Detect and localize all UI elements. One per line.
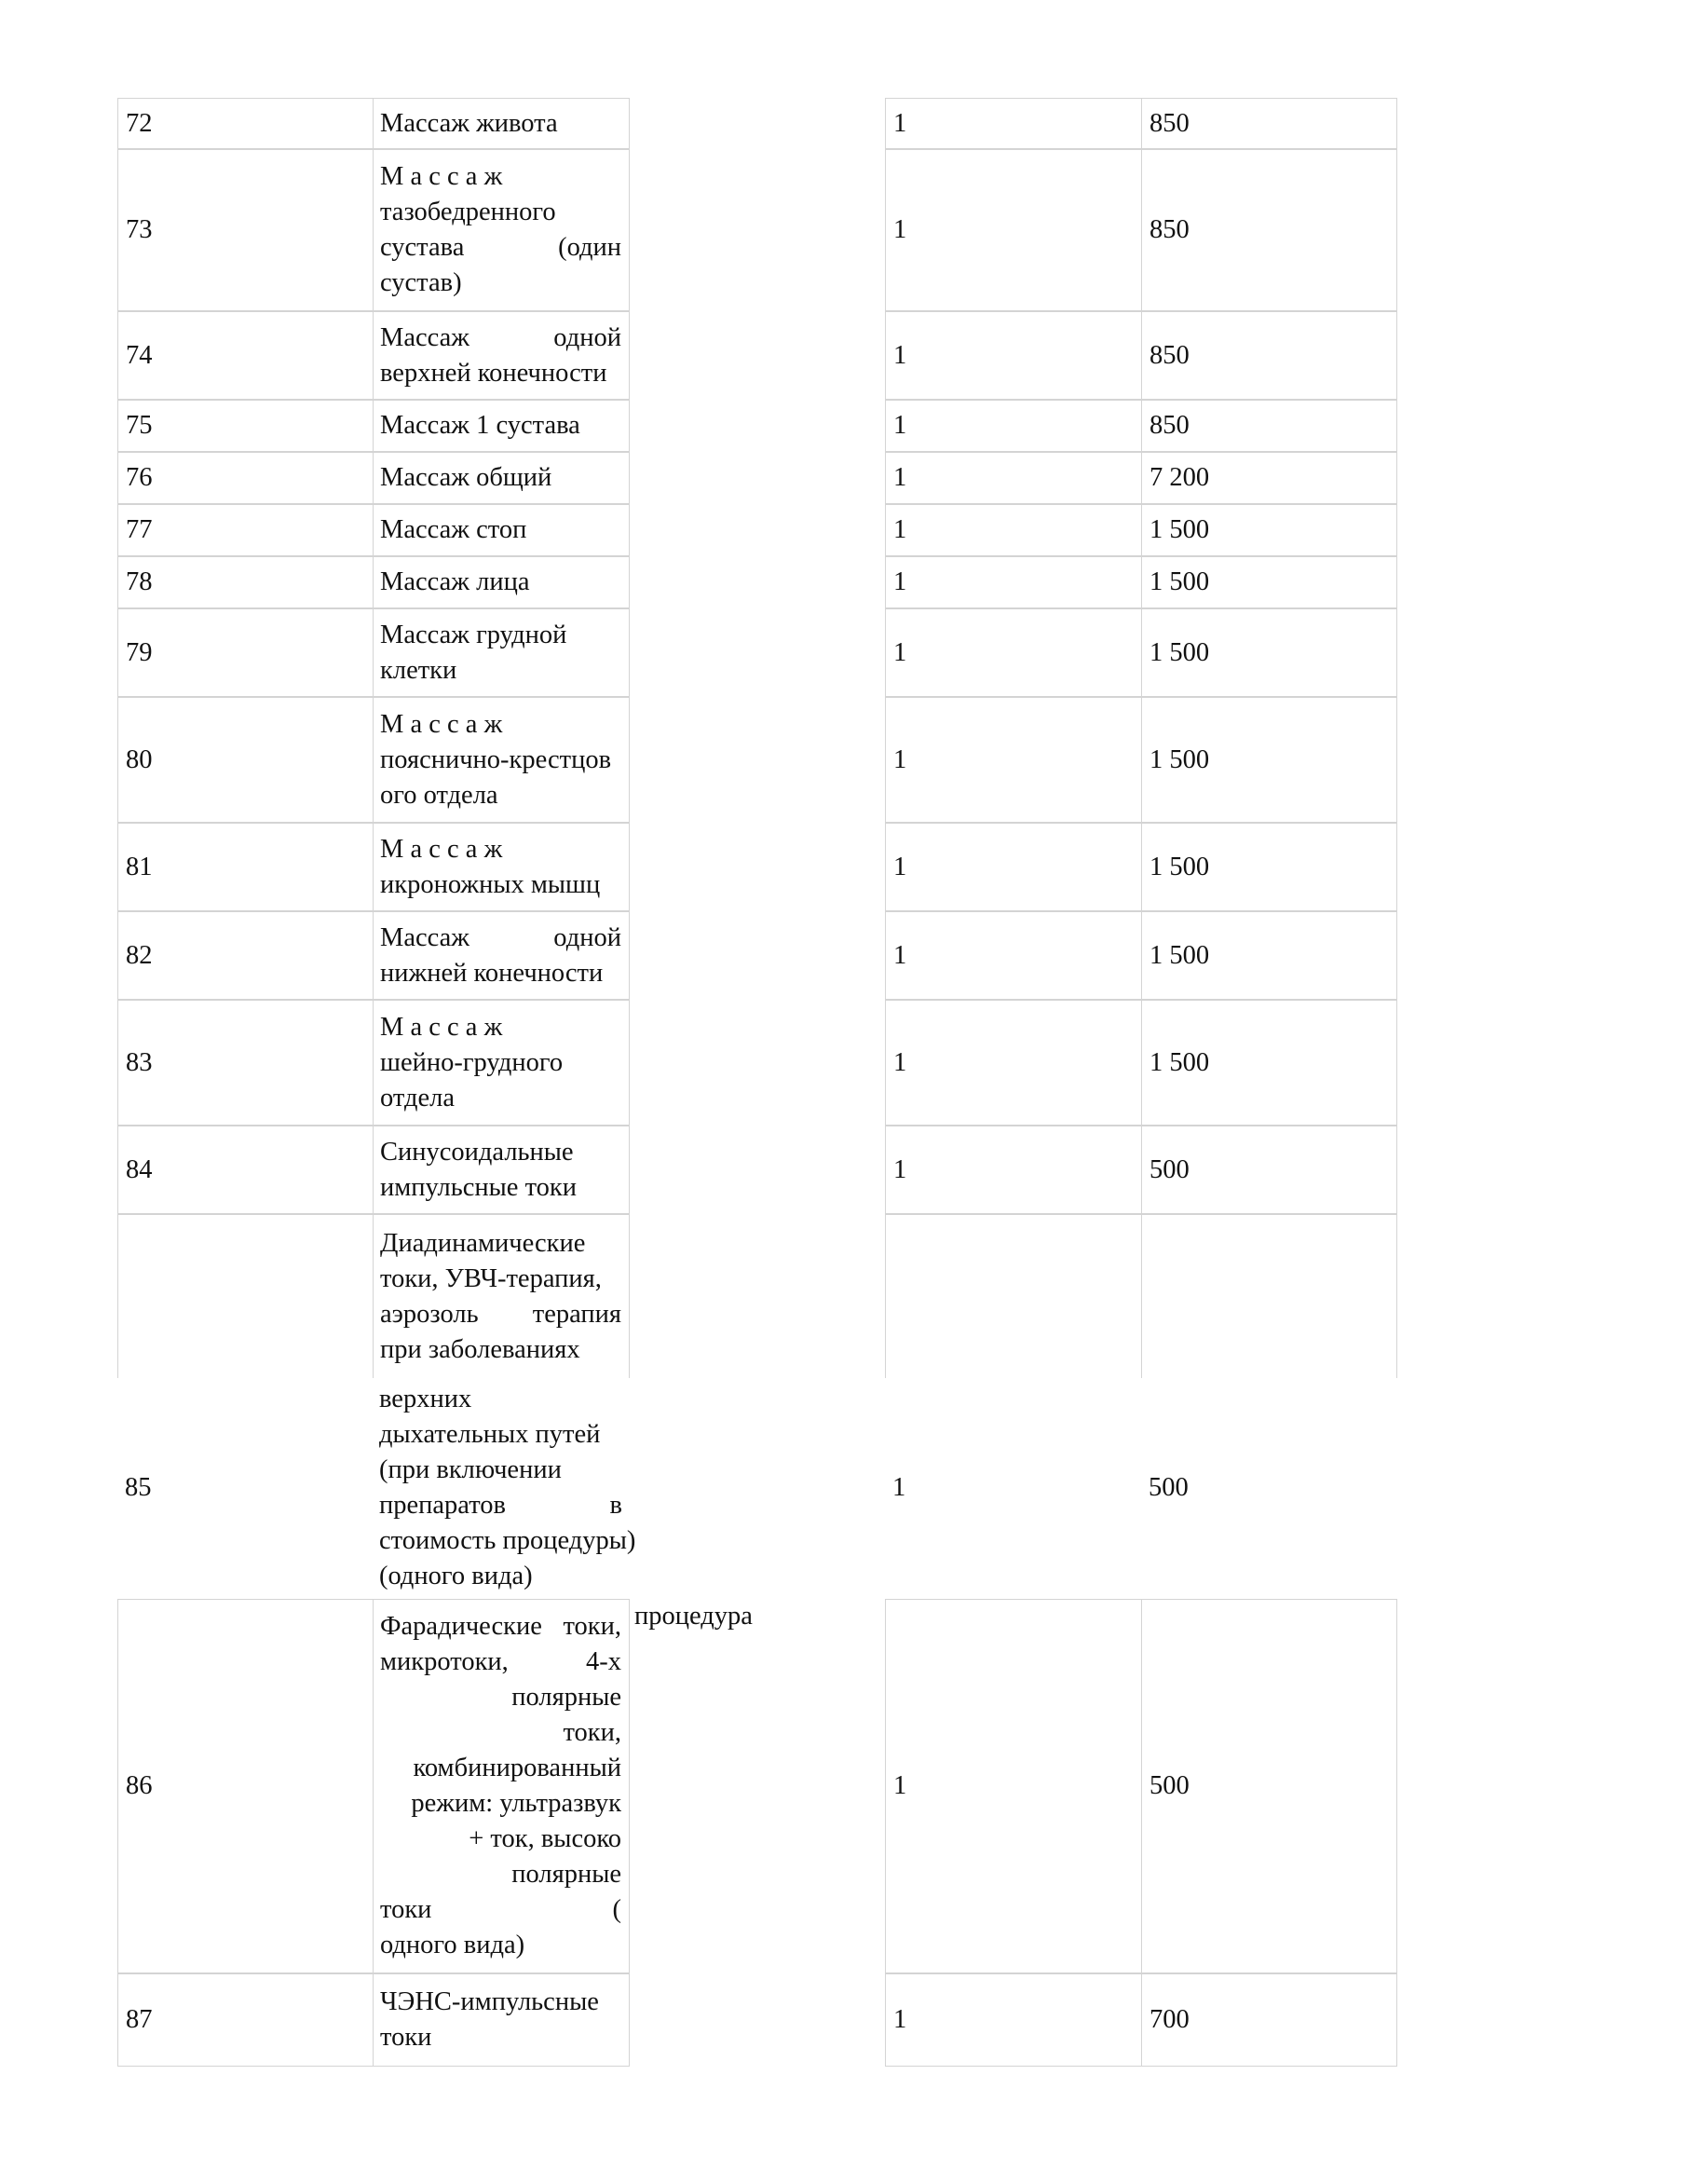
service-name-line: М а с с а ж xyxy=(380,834,503,864)
service-name-line: одного вида) xyxy=(380,1931,525,1959)
table-row xyxy=(117,608,1397,697)
price-value: 7 200 xyxy=(1150,463,1210,492)
service-name-cell xyxy=(373,1378,636,1598)
service-name-line: стоимость процедуры) xyxy=(379,1526,636,1555)
price-value: 1 500 xyxy=(1150,744,1210,774)
service-name-line: дыхательных путей xyxy=(379,1420,601,1449)
table-row xyxy=(117,1973,1397,2067)
price-value: 1 500 xyxy=(1150,515,1210,544)
quantity-value: 1 xyxy=(893,1771,907,1800)
service-name-cell xyxy=(373,98,630,149)
quantity-cell xyxy=(885,911,1142,1000)
service-name-cell xyxy=(373,1214,630,1378)
quantity-cell xyxy=(885,1378,1142,1598)
price-value: 1 500 xyxy=(1150,852,1210,881)
row-number-cell xyxy=(117,1599,374,1973)
service-name-cell xyxy=(373,1973,630,2067)
service-name-line: ого отдела xyxy=(380,780,498,810)
row-number: 72 xyxy=(126,108,153,138)
quantity-value: 1 xyxy=(893,852,907,881)
quantity-cell xyxy=(885,504,1142,556)
price-cell xyxy=(1141,504,1397,556)
service-name-line: Массаж общий xyxy=(380,463,552,492)
service-name-line: М а с с а ж xyxy=(380,709,503,739)
service-name-line: комбинированный xyxy=(413,1754,621,1782)
service-name-cell xyxy=(373,311,630,400)
service-name-line: при заболеваниях xyxy=(380,1334,580,1364)
table-row xyxy=(117,149,1397,311)
quantity-value: 1 xyxy=(893,567,907,596)
quantity-cell xyxy=(885,452,1142,504)
row-number-cell xyxy=(117,1973,374,2067)
service-name-line: токи, xyxy=(563,1718,621,1747)
table-row xyxy=(117,1126,1397,1214)
service-name-line: Массаж лица xyxy=(380,567,530,596)
service-name-line: токи ( xyxy=(380,1895,621,1924)
service-name-line: клетки xyxy=(380,655,457,685)
service-name-cell xyxy=(373,608,630,697)
quantity-value: 1 xyxy=(893,2005,907,2034)
quantity-value: 1 xyxy=(893,411,907,440)
service-name-cell xyxy=(373,452,630,504)
price-value: 1 500 xyxy=(1150,1047,1210,1077)
price-cell xyxy=(1141,1378,1397,1598)
service-name-line: препаратов в xyxy=(379,1491,622,1520)
row-number-cell xyxy=(117,911,374,1000)
quantity-cell xyxy=(885,400,1142,452)
service-name-line: Массаж живота xyxy=(380,108,558,138)
quantity-value: 1 xyxy=(893,1154,907,1184)
service-name-cell xyxy=(373,1126,630,1214)
row-number-cell xyxy=(117,1214,374,1378)
quantity-cell xyxy=(885,149,1142,311)
service-name-line: Массаж одной xyxy=(380,922,621,952)
service-name-line: Массаж 1 сустава xyxy=(380,411,580,440)
price-cell xyxy=(1141,1599,1397,1973)
row-number-cell xyxy=(117,452,374,504)
table-row xyxy=(117,911,1397,1000)
row-number: 76 xyxy=(126,463,153,492)
row-number: 82 xyxy=(126,940,153,970)
price-cell xyxy=(1141,608,1397,697)
service-name-line: Массаж грудной xyxy=(380,620,567,649)
service-name-line: икроножных мышц xyxy=(380,869,601,899)
price-value: 850 xyxy=(1150,215,1190,244)
quantity-value: 1 xyxy=(892,1473,906,1502)
service-name-line: полярные xyxy=(511,1683,621,1712)
quantity-value: 1 xyxy=(893,1047,907,1077)
service-name-line: Диадинамические xyxy=(380,1228,586,1258)
unit-label: процедура xyxy=(634,1602,753,1631)
row-number: 87 xyxy=(126,2005,153,2034)
quantity-value: 1 xyxy=(893,215,907,244)
table-row xyxy=(117,400,1397,452)
price-value: 850 xyxy=(1150,108,1190,138)
table-row xyxy=(117,1000,1397,1126)
row-number: 77 xyxy=(126,515,153,544)
price-value: 1 500 xyxy=(1150,567,1210,596)
table-row xyxy=(117,823,1397,911)
quantity-cell xyxy=(885,697,1142,823)
row-number-cell xyxy=(117,1126,374,1214)
price-value: 700 xyxy=(1150,2005,1190,2034)
row-number-cell xyxy=(117,823,374,911)
row-number-cell xyxy=(117,311,374,400)
price-cell xyxy=(1141,311,1397,400)
service-name-line: аэрозоль терапия xyxy=(380,1299,621,1329)
quantity-cell xyxy=(885,311,1142,400)
service-name-line: тазобедренного xyxy=(380,198,556,226)
quantity-value: 1 xyxy=(893,108,907,138)
service-name-cell xyxy=(373,823,630,911)
table-row xyxy=(117,452,1397,504)
service-name-line: импульсные токи xyxy=(380,1172,578,1202)
service-name-line: сустава (один xyxy=(380,233,621,262)
service-name-line: верхней конечности xyxy=(380,358,607,388)
price-cell xyxy=(1141,149,1397,311)
price-value: 850 xyxy=(1150,340,1190,370)
row-number-cell xyxy=(117,556,374,608)
price-value: 500 xyxy=(1149,1473,1189,1502)
service-name-cell xyxy=(373,1000,630,1126)
quantity-cell xyxy=(885,556,1142,608)
service-name-cell xyxy=(373,697,630,823)
row-number-cell xyxy=(117,1378,374,1598)
service-name-line: Массаж одной xyxy=(380,322,621,352)
price-cell xyxy=(1141,911,1397,1000)
row-number-cell xyxy=(117,400,374,452)
service-name-line: полярные xyxy=(511,1860,621,1889)
quantity-cell xyxy=(885,1214,1142,1378)
row-number-cell xyxy=(117,608,374,697)
service-name-line: верхних xyxy=(379,1385,472,1413)
table-row xyxy=(117,1378,1397,1598)
quantity-value: 1 xyxy=(893,637,907,667)
table-row xyxy=(117,697,1397,823)
price-cell xyxy=(1141,1214,1397,1378)
quantity-value: 1 xyxy=(893,463,907,492)
service-name-cell xyxy=(373,1599,630,1973)
row-number-cell xyxy=(117,98,374,149)
quantity-cell xyxy=(885,1599,1142,1973)
service-name-line: шейно-грудного xyxy=(380,1047,564,1077)
row-number: 85 xyxy=(125,1473,152,1502)
quantity-cell xyxy=(885,823,1142,911)
quantity-value: 1 xyxy=(893,340,907,370)
price-cell xyxy=(1141,1000,1397,1126)
table-row xyxy=(117,1214,1397,1378)
service-name-line: (одного вида) xyxy=(379,1562,533,1590)
service-name-line: сустав) xyxy=(380,268,462,297)
quantity-value: 1 xyxy=(893,515,907,544)
service-name-line: ЧЭНС-импульсные xyxy=(380,1987,599,2016)
row-number: 78 xyxy=(126,567,153,596)
quantity-cell xyxy=(885,608,1142,697)
price-value: 1 500 xyxy=(1150,637,1210,667)
row-number-cell xyxy=(117,504,374,556)
row-number: 74 xyxy=(126,340,153,370)
row-number-cell xyxy=(117,697,374,823)
price-cell xyxy=(1141,1973,1397,2067)
row-number: 86 xyxy=(126,1771,153,1800)
table-row xyxy=(117,311,1397,400)
quantity-value: 1 xyxy=(893,940,907,970)
service-name-line: Фарадические токи, xyxy=(380,1612,621,1641)
service-name-line: режим: ультразвук xyxy=(411,1789,621,1818)
row-number-cell xyxy=(117,149,374,311)
table-row xyxy=(117,98,1397,149)
price-value: 1 500 xyxy=(1150,940,1210,970)
quantity-cell xyxy=(885,1973,1142,2067)
price-value: 850 xyxy=(1150,411,1190,440)
service-name-line: токи, УВЧ-терапия, xyxy=(380,1263,602,1293)
price-cell xyxy=(1141,1126,1397,1214)
service-name-line: отдела xyxy=(380,1083,455,1112)
price-cell xyxy=(1141,98,1397,149)
service-name-cell xyxy=(373,504,630,556)
service-name-line: Массаж стоп xyxy=(380,515,527,544)
service-name-line: токи xyxy=(380,2023,432,2052)
service-name-line: пояснично-крестцов xyxy=(380,744,612,774)
service-name-line: М а с с а ж xyxy=(380,1012,503,1042)
row-number-cell xyxy=(117,1000,374,1126)
price-cell xyxy=(1141,400,1397,452)
service-name-cell xyxy=(373,911,630,1000)
table-row xyxy=(117,504,1397,556)
quantity-value: 1 xyxy=(893,744,907,774)
service-name-line: М а с с а ж xyxy=(380,162,503,191)
row-number: 80 xyxy=(126,744,153,774)
quantity-cell xyxy=(885,1000,1142,1126)
service-name-line: Синусоидальные xyxy=(380,1137,574,1167)
service-name-line: + ток, высоко xyxy=(469,1824,621,1853)
service-name-line: нижней конечности xyxy=(380,958,604,988)
table-row xyxy=(117,1599,1397,1973)
service-name-cell xyxy=(373,400,630,452)
price-cell xyxy=(1141,697,1397,823)
service-name-cell xyxy=(373,556,630,608)
price-cell xyxy=(1141,823,1397,911)
quantity-cell xyxy=(885,98,1142,149)
price-value: 500 xyxy=(1150,1154,1190,1184)
row-number: 75 xyxy=(126,411,153,440)
price-cell xyxy=(1141,556,1397,608)
service-name-line: (при включении xyxy=(379,1455,562,1484)
table-row xyxy=(117,556,1397,608)
quantity-cell xyxy=(885,1126,1142,1214)
price-cell xyxy=(1141,452,1397,504)
service-name-line: микротоки, 4-х xyxy=(380,1647,621,1676)
service-name-cell xyxy=(373,149,630,311)
row-number: 81 xyxy=(126,852,153,881)
price-value: 500 xyxy=(1150,1771,1190,1800)
row-number: 79 xyxy=(126,637,153,667)
row-number: 83 xyxy=(126,1047,153,1077)
row-number: 84 xyxy=(126,1154,153,1184)
row-number: 73 xyxy=(126,215,153,244)
